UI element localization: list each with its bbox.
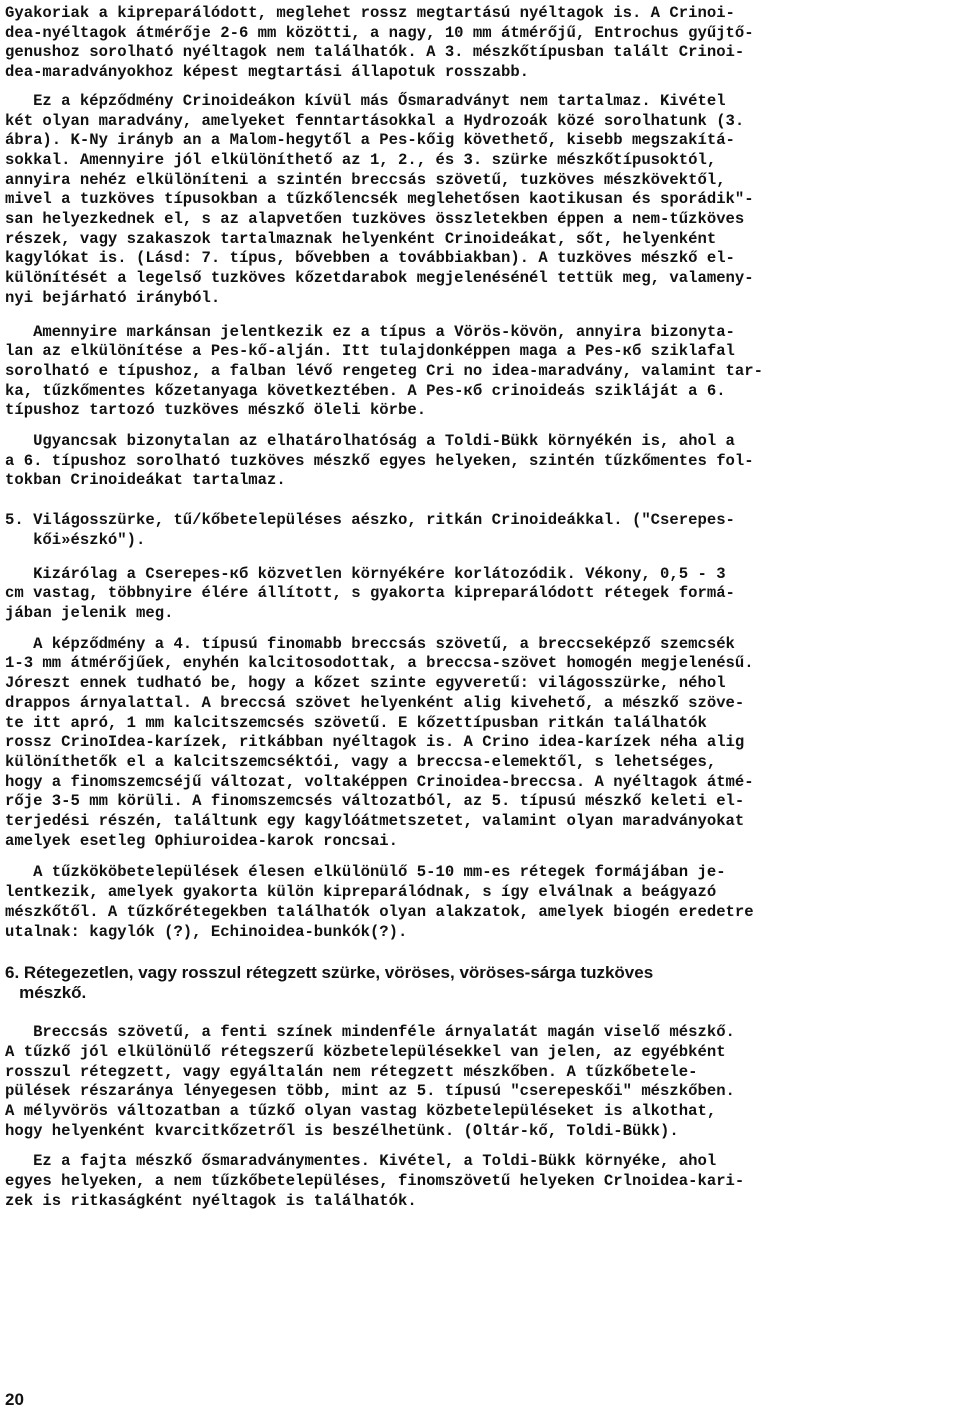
section-heading-5: 5. Világosszürke, tű/kőbetelepüléses aészko, ritkán Crinoideákkal. ("Cserepes- kői»észkó"). bbox=[5, 511, 735, 549]
paragraph-toldi-bukk: Ugyancsak bizonytalan az elhatárolhatóság a Toldi-Bükk környékén is, ahol a a 6. típushoz sorolható tuzköves mészkő egyes helyeken, szintén tűzkőmentes fol- tokban Crinoideákat tartalmaz. bbox=[5, 432, 754, 490]
paragraph-voros-ko: Amennyire markánsan jelentkezik ez a típus a Vörös-kövön, annyira bizonyta- lan az elkülönítése a Pes-kő-alján. Itt tulajdonképpen maga a Pes-кб sziklafal sorolható e típushoz, a falban lévő rengeteg Cri no idea-maradvány, valamint tar- ka, tűzkőmentes kőzetanyaga következtében. A Pes-кб crinoideás szikláját a 6. típushoz tartozó tuzköves mészkő öleli körbe. bbox=[5, 322, 763, 420]
section-heading-6: 6. Rétegezetlen, vagy rosszul rétegzett szürke, vöröses, vöröses-sárga tuzköves mészkő. bbox=[5, 963, 654, 1003]
document-page bbox=[5, 4, 945, 1212]
paragraph-cserepes-ko: Kizárólag a Cserepes-кб közvetlen környékére korlátozódik. Vékony, 0,5 - 3 cm vastag, többnyire élére állított, s gyakorta kipreparálódott rétegek formá- jában jelenik meg. bbox=[5, 564, 735, 622]
paragraph-formation-fossils: Ez a képződmény Crinoideákon kívül más Ősmaradványt nem tartalmaz. Kivétel két olyan maradvány, amelyeket fenntartásokkal a Hydrozoák közé sorolhatunk (3. ábra). K-Ny irányb an a Malom-hegytől a Pes-kőig követhető, kisebb megszakítá- sokkal. Amennyire jól elkülöníthető az 1, 2., és 3. szürke mészkőtípusoktól, annyira nehéz elkülöníteni a szintén breccsás szövetű, tuzköves mészkövektől, mivel a tuzköves típusokban a tűzkőlencsék meglehetősen kaotikusan és sporádik"- san helyezkednek el, s az alapvetően tuzköves összletekben éppen a nem-tűzköves részek, vagy szakaszok tartalmaznak helyenként Crinoideákat, sőt, helyenként kagylókat is. (Lásd: 7. típus, bővebben a továbbiakban). A tuzköves mészkő el- különítését a legelső tuzköves kőzetdarabok megjelenésénél tettük meg, valameny- nyi bejárható irányból. bbox=[5, 91, 754, 307]
page-number: 20 bbox=[5, 1390, 24, 1409]
paragraph-formation-texture: A képződmény a 4. típusú finomabb breccsás szövetű, a breccseképző szemcsék 1-3 mm átmérőjűek, enyhén kalcitosodottak, a breccsa-szövet homogén megjelenésű. Jóreszt ennek tudható be, hogy a kőzet szinte egyveretű: világosszürke, néhol drappos árnyalattal. A breccsá szövet helyenként alig kivehető, a mészkő szöve- te itt apró, 1 mm kalcitszemcsés szövetű. E kőzettípusban ritkán találhatók rossz CrinoIdea-karízek, ritkábban nyéltagok is. A Crino idea-karízek néha alig különíthetők el a kalcitszemcséktói, vagy a breccsa-elemektől, s lehetséges, hogy a finomszemcséjű változat, voltaképpen Crinoidea-breccsa. A nyéltagok átmé- rője 3-5 mm körüli. A finomszemcsés változatból, az 5. típusú mészkő keleti el- terjedési részén, találtunk egy kagylóátmetszetet, valamint olyan maradványokat amelyek esetleg Ophiuroidea-karok roncsai. bbox=[5, 634, 754, 850]
paragraph-fossil-free: Ez a fajta mészkő ősmaradványmentes. Kivétel, a Toldi-Bükk környéke, ahol egyes helyeken, a nem tűzkőbetelepüléses, finomszövetű helyeken Crlnoidea-kari- zek is ritkaságként nyéltagok is találhatók. bbox=[5, 1152, 745, 1210]
paragraph-crinoidea-stem-fragments: Gyakoriak a kipreparálódott, meglehet rossz megtartású nyéltagok is. A Crinoi- dea-nyéltagok átmérője 2-6 mm közötti, a nagy, 10 mm átmérőjű, Entrochus gyűjtő- genushoz sorolható nyéltagok nem találhatók. A 3. mészkőtípusban talált Crinoi- dea-maradványokhoz képest megtartási állapotuk rosszabb. bbox=[5, 4, 754, 82]
paragraph-chert-intercalations: A tűzkököbetelepülések élesen elkülönülő 5-10 mm-es rétegek formájában je- lentkezik, amelyek gyakorta külön kipreparálódnak, s így elválnak a beágyazó mészkőtől. A tűzkőrétegekben találhatók olyan alakzatok, amelyek biogén eredetre utalnak: kagylók (?), Echinoidea-bunkók(?). bbox=[5, 863, 754, 941]
paragraph-breccia-texture: Breccsás szövetű, a fenti színek mindenféle árnyalatát magán viselő mészkő. A tűzkő jól elkülönülő rétegszerű közbetelepülésekkel van jelen, az egyébként rosszul rétegzett, vagy egyáltalán nem rétegzett mészkőben. A tűzkőbetele- pülések részaránya lényegesen több, mint az 5. típusú "cserepeskői" mészkőben. A mélyvörös változatban a tűzkő olyan vastag közbetelepüléseket is alkothat, hogy helyenként kvarcitkőzetről is beszélhetünk. (Oltár-kő, Toldi-Bükk). bbox=[5, 1023, 735, 1140]
